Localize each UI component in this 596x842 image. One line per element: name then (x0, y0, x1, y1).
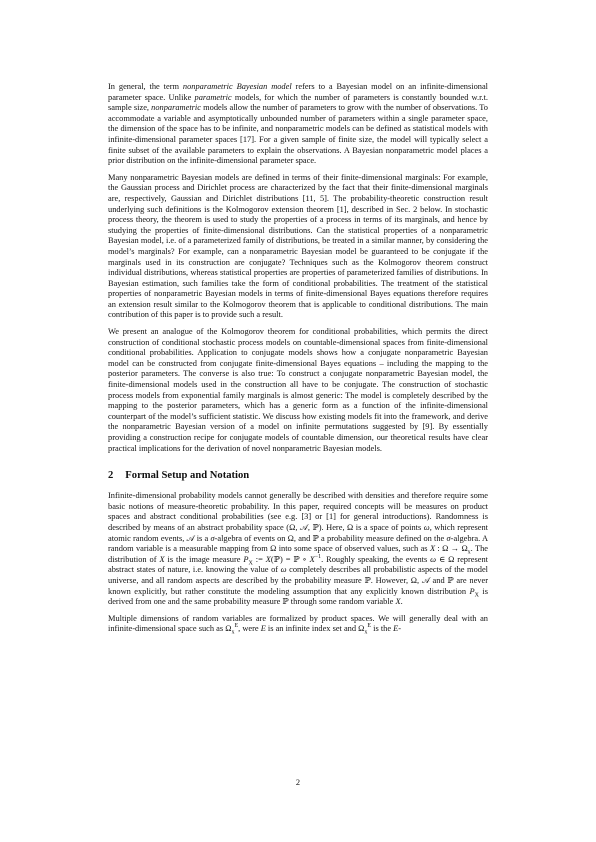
paragraph: We present an analogue of the Kolmogorov theorem for conditional probabilities, which permits the direct construction of conditional stochastic process models on countable-dimensional spaces from finite-dimensional conditional probabilities. Application to conjugate models shows how a conjugate nonparametric Bayesian model can be constructed from conjugate finite-dimensional Bayes equations – including the mapping to the posterior parameters. The converse is also true: To construct a conjugate nonparametric Bayesian model, the finite-dimensional models used in the construction all have to be conjugate. The construction of stochastic process models from exponential family marginals is almost generic: The model is completely described by the mapping to the posterior parameters, which has a generic form as a function of the infinite-dimensional counterpart of the model’s sufficient statistic. We discuss how existing models fit into the framework, and derive the nonparametric Bayesian version of a model on infinite permutations suggested by [9]. By essentially providing a construction recipe for conjugate models of countable dimension, our theoretical results have clear practical implications for the derivation of novel nonparametric Bayesian models. (108, 327, 488, 453)
paragraph: In general, the term nonparametric Bayesian model refers to a Bayesian model on an infinite-dimensional parameter space. Unlike parametric models, for which the number of parameters is constantly bounded w.r.t. sample size, nonparametric models allow the number of parameters to grow with the number of observations. To accommodate a variable and asymptotically unbounded number of parameters within a single parameter space, the dimension of the space has to be infinite, and nonparametric models can be defined as statistical models with infinite-dimensional parameter spaces [17]. For a given sample of finite size, the model will typically select a finite subset of the available parameters to explain the observations. A Bayesian nonparametric model places a prior distribution on the infinite-dimensional parameter space. (108, 82, 488, 166)
page-number: 2 (295, 778, 301, 787)
paragraph: Many nonparametric Bayesian models are defined in terms of their finite-dimensional marginals: For example, the Gaussian process and Dirichlet process are characterized by the fact that their finite-dimensional marginals are, respectively, Gaussian and Dirichlet distributions [11, 5]. The probability-theoretic construction result underlying such definitions is the Kolmogorov extension theorem [1], described in Sec. 2 below. In stochastic process theory, the theorem is used to study the properties of a process in terms of its marginals, and hence by studying the properties of finite-dimensional distributions. Can the statistical properties of a nonparametric Bayesian model, i.e. of a parameterized family of distributions, be treated in a similar manner, by considering the model’s marginals? For example, can a nonparametric Bayesian model be guaranteed to be conjugate if the marginals used in its construction are conjugate? Techniques such as the Kolmogorov theorem construct individual distributions, whereas statistical properties are properties of parameterized families of distributions. In Bayesian estimation, such families take the form of conditional probabilities. The treatment of the statistical properties of nonparametric Bayesian models in terms of finite-dimensional Bayes equations therefore requires an extension result similar to the Kolmogorov theorem that is applicable to conditional distributions. The main contribution of this paper is to provide such a result. (108, 172, 488, 320)
section-title: Formal Setup and Notation (125, 470, 250, 482)
paper-page-body (108, 82, 488, 641)
paragraph: Multiple dimensions of random variables are formalized by product spaces. We will generally deal with an infinite-dimensional space such as $\Omega_x^E$, were E is an infinite index set and $\Omega_x^E$ is the E- (108, 613, 488, 636)
section-number: 2 (108, 470, 114, 482)
paragraph: Infinite-dimensional probability models cannot generally be described with densities and therefore require some basic notions of measure-theoretic probability. In this paper, required concepts will be measures on product spaces and abstract conditional probabilities (see e.g. [3] or [1] for general introductions). Randomness is described by means of an abstract probability space (Ω, 𝒜, ℙ). Here, Ω is a space of points ω, which represent atomic random events, 𝒜 is a σ-algebra of events on Ω, and ℙ a probability measure defined on the σ-algebra. A random variable is a measurable mapping from Ω into some space of observed values, such as X : $\Omega \to \Omega_x$. The distribution of X is the image measure $P_X$ := X(ℙ) = ℙ ∘ $X^{-1}$. Roughly speaking, the events ω ∈ Ω represent abstract states of nature, i.e. knowing the value of ω completely describes all probabilistic aspects of the model universe, and all random aspects are described by the probability measure ℙ. However, Ω, 𝒜 and ℙ are never known explicitly, but rather constitute the modeling assumption that any explicitly known distribution $P_X$ is derived from one and the same probability measure ℙ through some random variable X. (108, 491, 488, 607)
section-paragraphs (108, 491, 488, 635)
section-heading (108, 469, 488, 482)
intro-paragraphs (108, 82, 488, 454)
